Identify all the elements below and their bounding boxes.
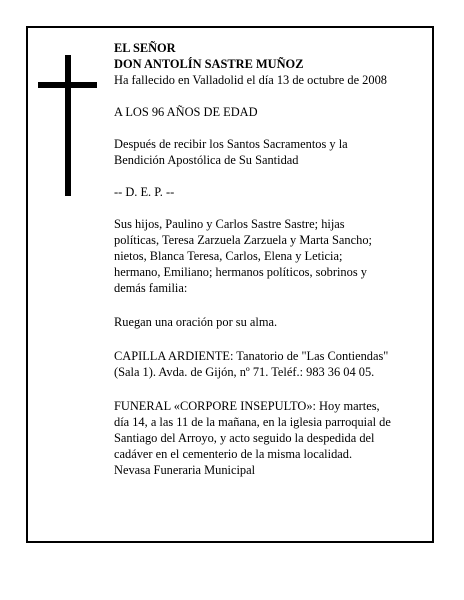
sacraments-line-1: Después de recibir los Santos Sacramentos y la: [114, 137, 348, 151]
deceased-name: DON ANTOLÍN SASTRE MUÑOZ: [114, 57, 304, 71]
funeral-line-3: Santiago del Arroyo, y acto seguido la despedida del: [114, 431, 375, 445]
family-line-4: hermano, Emiliano; hermanos políticos, sobrinos y: [114, 265, 367, 279]
obituary-text: [114, 40, 426, 478]
chapel-line-1: CAPILLA ARDIENTE: Tanatorio de "Las Contiendas": [114, 349, 389, 363]
title-line-1: EL SEÑOR: [114, 41, 176, 55]
prayer-line: Ruegan una oración por su alma.: [114, 315, 278, 329]
age-line: A LOS 96 AÑOS DE EDAD: [114, 105, 258, 119]
funeral-line-4: cadáver en el cementerio de la misma localidad.: [114, 447, 353, 461]
sacraments-line-2: Bendición Apostólica de Su Santidad: [114, 153, 299, 167]
cross-vertical-bar: [65, 55, 71, 196]
funeral-home: Nevasa Funeraria Municipal: [114, 463, 256, 477]
funeral-line-2: día 14, a las 11 de la mañana, en la iglesia parroquial de: [114, 415, 391, 429]
family-line-3: nietos, Blanca Teresa, Carlos, Elena y Leticia;: [114, 249, 343, 263]
family-line-1: Sus hijos, Paulino y Carlos Sastre Sastre; hijas: [114, 217, 345, 231]
death-announcement: Ha fallecido en Valladolid el día 13 de octubre de 2008: [114, 73, 387, 87]
funeral-line-1: FUNERAL «CORPORE INSEPULTO»: Hoy martes,: [114, 399, 380, 413]
chapel-line-2: (Sala 1). Avda. de Gijón, nº 71. Teléf.: 983 36 04 05.: [114, 365, 375, 379]
cross-horizontal-bar: [38, 82, 97, 88]
rip-line: -- D. E. P. --: [114, 185, 175, 199]
family-line-5: demás familia:: [114, 281, 188, 295]
family-line-2: políticas, Teresa Zarzuela Zarzuela y Marta Sancho;: [114, 233, 372, 247]
